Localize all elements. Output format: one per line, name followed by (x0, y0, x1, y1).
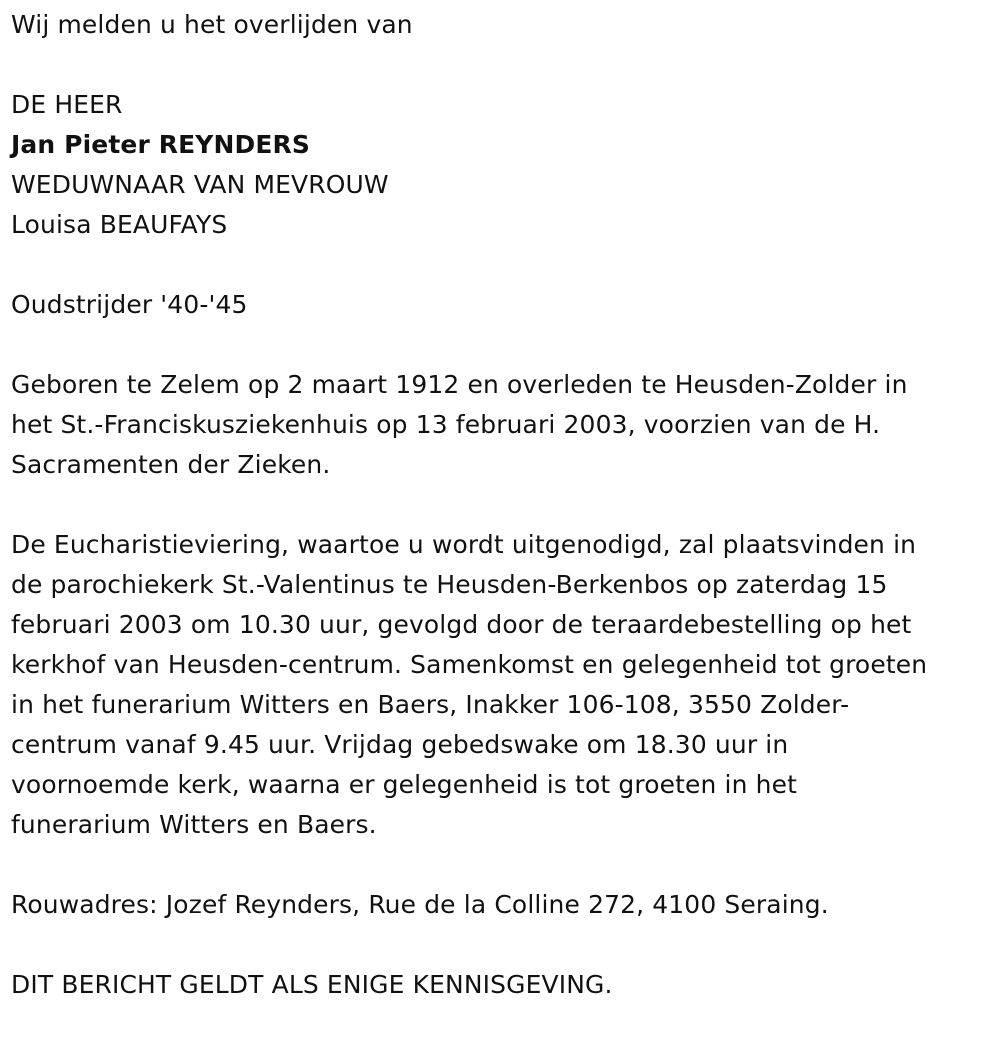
ceremony-paragraph (11, 525, 991, 845)
paragraph-line: voornoemde kerk, waarna er gelegenheid is tot groeten in het (11, 770, 798, 799)
paragraph-line: funerarium Witters en Baers. (11, 810, 377, 839)
spouse-name: Louisa BEAUFAYS (11, 210, 228, 239)
honorific-title: DE HEER (11, 90, 123, 119)
spacer (11, 925, 991, 965)
paragraph-line: het St.-Franciskusziekenhuis op 13 februari 2003, voorzien van de H. (11, 410, 881, 439)
paragraph-line: centrum vanaf 9.45 uur. Vrijdag gebedswake om 18.30 uur in (11, 730, 789, 759)
spacer (11, 845, 991, 885)
spacer (11, 45, 991, 85)
paragraph-line: kerkhof van Heusden-centrum. Samenkomst en gelegenheid tot groeten (11, 650, 928, 679)
paragraph-line: in het funerarium Witters en Baers, Inakker 106-108, 3550 Zolder- (11, 690, 850, 719)
death-notice (11, 5, 991, 1005)
paragraph-line: De Eucharistieviering, waartoe u wordt uitgenodigd, zal plaatsvinden in (11, 530, 917, 559)
intro-text: Wij melden u het overlijden van (11, 10, 413, 39)
relation-text: WEDUWNAAR VAN MEVROUW (11, 170, 389, 199)
official-notice: DIT BERICHT GELDT ALS ENIGE KENNISGEVING. (11, 970, 613, 999)
spacer (11, 245, 991, 285)
spacer (11, 325, 991, 365)
paragraph-line: Sacramenten der Zieken. (11, 450, 331, 479)
mourning-address: Rouwadres: Jozef Reynders, Rue de la Colline 272, 4100 Seraing. (11, 890, 829, 919)
veteran-note: Oudstrijder '40-'45 (11, 290, 248, 319)
paragraph-line: februari 2003 om 10.30 uur, gevolgd door de teraardebestelling op het (11, 610, 912, 639)
paragraph-line: de parochiekerk St.-Valentinus te Heusden-Berkenbos op zaterdag 15 (11, 570, 888, 599)
deceased-name: Jan Pieter REYNDERS (11, 130, 311, 159)
paragraph-line: Geboren te Zelem op 2 maart 1912 en overleden te Heusden-Zolder in (11, 370, 908, 399)
birth-death-paragraph (11, 365, 991, 485)
spacer (11, 485, 991, 525)
